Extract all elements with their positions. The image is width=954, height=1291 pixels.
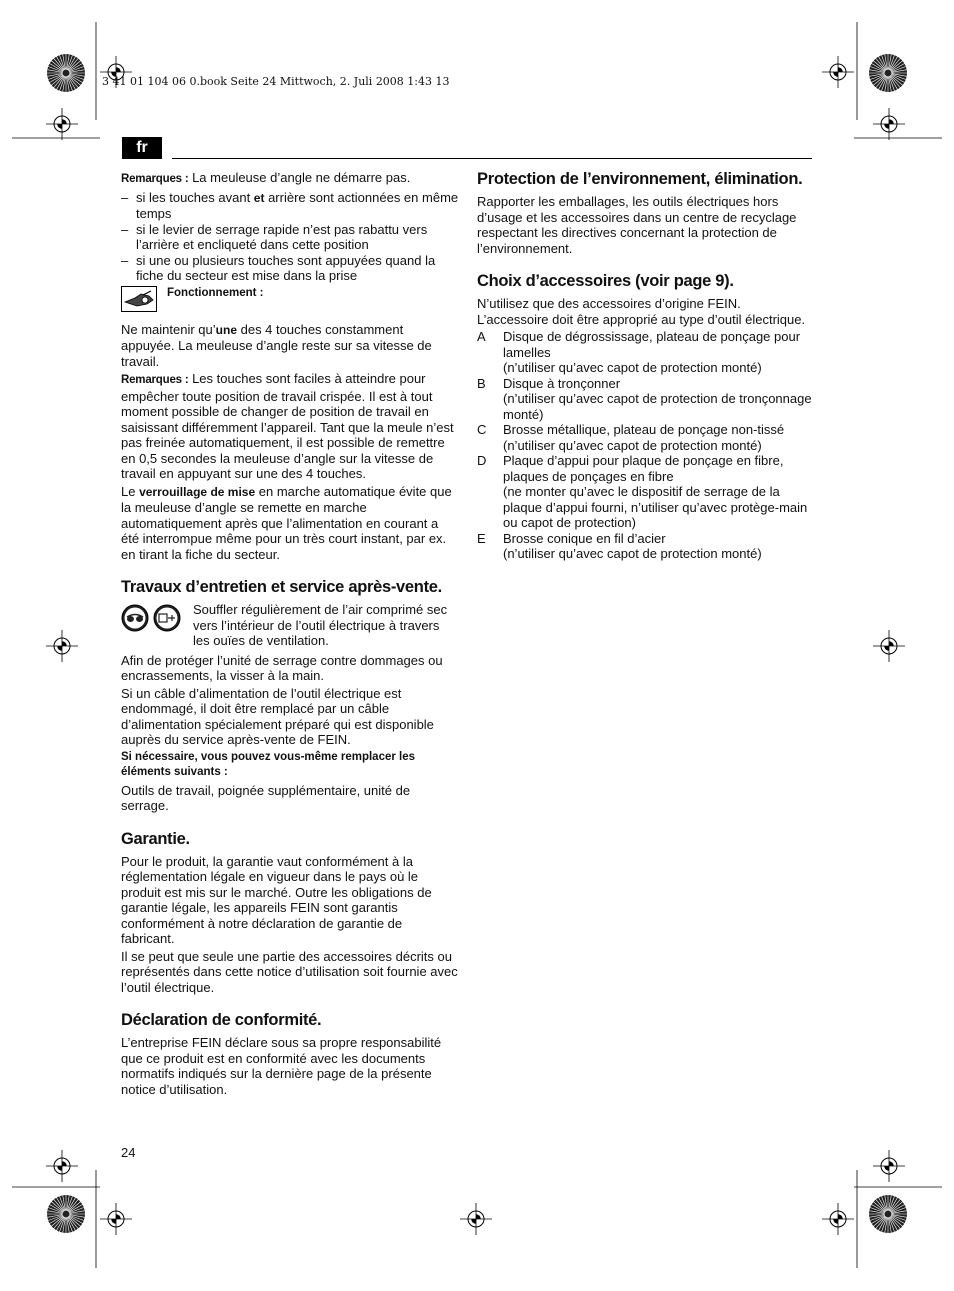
necessaire-note: Si nécessaire, vous pouvez vous-même remplacer les éléments suivants : <box>121 750 416 778</box>
list-item: D Plaque d’appui pour plaque de ponçage en fibre, plaques de ponçages en fibre (ne monter qu’avec le dispositif de serrage de la plaque d’appui fourni, n’utiliser qu’avec protège-main ou capot de protection) <box>477 453 808 530</box>
heading-choix: Choix d’accessoires (voir page 9). <box>477 272 734 290</box>
book-file-line: 3 41 01 104 06 0.book Seite 24 Mittwoch, 2. Juli 2008 1:43 13 <box>102 75 450 88</box>
cable-text: Si un câble d’alimentation de l’outil électrique est endommagé, il doit être remplacé par un câble d’alimentation spécialement préparé qui est disponible auprès du service après-vente de FEIN. <box>121 685 434 747</box>
heading-travaux: Travaux d’entretien et service après-vente. <box>121 578 442 596</box>
list-item: A Disque de dégrossissage, plateau de ponçage pour lamelles (n’utiliser qu’avec capot de protection monté) <box>477 329 801 375</box>
list-item: E Brosse conique en fil d’acier (n’utiliser qu’avec capot de protection monté) <box>477 530 762 561</box>
proteger-text: Afin de protéger l’unité de serrage contre dommages ou encrassements, la visser à la main. <box>121 652 443 683</box>
souffler-row <box>121 602 459 651</box>
left-column <box>121 170 459 1099</box>
fonctionnement-row <box>121 286 459 312</box>
language-badge: fr <box>122 137 162 159</box>
safety-goggles-icon <box>121 604 149 632</box>
garantie-text-1: Pour le produit, la garantie vaut conformément à la réglementation légale en vigueur dans le pays où le produit est mis sur le marché. Outre les obligations de garantie légale, les appareils FEIN sont garantis conformément à notre déclaration de garantie de fabricant. <box>121 853 432 946</box>
outils-text: Outils de travail, poignée supplémentaire, unité de serrage. <box>121 782 411 813</box>
accessory-list <box>477 329 815 562</box>
heading-garantie: Garantie. <box>121 829 190 848</box>
choix-intro: N’utilisez que des accessoires d’origine FEIN. L’accessoire doit être approprié au type d’outil électrique. <box>477 296 806 327</box>
protection-text: Rapporter les emballages, les outils électriques hors d’usage et les accessoires dans un centre de recyclage respectant les directives concernant la protection de l’environnement. <box>477 194 797 256</box>
heading-protection: Protection de l’environnement, élimination. <box>477 170 803 188</box>
declaration-text: L’entreprise FEIN déclare sous sa propre responsabilité que ce produit est en conformité avec les documents normatifs indiqués sur la dernière page de la présente notice d’utilisation. <box>121 1035 442 1097</box>
header-rule <box>172 158 812 159</box>
souffler-text: Souffler régulièrement de l’air comprimé sec vers l’intérieur de l’outil électrique à travers les ouïes de ventilation. <box>193 602 448 648</box>
maintenir-paragraph: Ne maintenir qu’une des 4 touches constamment appuyée. La meuleuse d’angle reste sur sa vitesse de travail. <box>121 321 432 369</box>
unplug-icon <box>153 604 181 632</box>
heading-declaration: Déclaration de conformité. <box>121 1011 322 1029</box>
list-item: – si le levier de serrage rapide n’est pas rabattu vers l’arrière et encliqueté dans cette position <box>121 222 459 253</box>
fonctionnement-label: Fonctionnement : <box>167 286 264 299</box>
list-item: B Disque à tronçonner (n’utiliser qu’avec capot de protection de tronçonnage monté) <box>477 375 812 422</box>
list-item: C Brosse métallique, plateau de ponçage non-tissé (n’utiliser qu’avec capot de protection monté) <box>477 422 785 453</box>
remarques-start: Remarques : La meuleuse d’angle ne démarre pas. <box>121 170 411 185</box>
list-item: – si les touches avant et arrière sont actionnées en même temps <box>121 190 459 222</box>
hand-grip-icon <box>121 286 157 312</box>
start-conditions-list <box>121 190 459 284</box>
remarques-touches: Remarques : Les touches sont faciles à atteindre pour empêcher toute position de travail crispée. Il est à tout moment possible de changer de position de travail en saisissant différemment l’appareil. Tant que la meule n’est pas freinée automatiquement, il est possible de remettre en 0,5 secondes la meuleuse d’angle sur la vitesse de travail en appuyant sur une des 4 touches. <box>121 371 454 481</box>
page-number: 24 <box>121 1145 136 1160</box>
list-item: – si une ou plusieurs touches sont appuyées quand la fiche du secteur est mise dans la prise <box>121 253 459 284</box>
verrouillage-paragraph: Le verrouillage de mise en marche automatique évite que la meuleuse d’angle se remette en marche automatiquement après que l’alimentation en courant a été interrompue même pour un très court instant, par ex. en tirant la fiche du secteur. <box>121 483 452 562</box>
garantie-text-2: Il se peut que seule une partie des accessoires décrits ou représentés dans cette notice d’utilisation soit fournie avec l’outil électrique. <box>121 948 458 995</box>
right-column <box>477 170 815 562</box>
